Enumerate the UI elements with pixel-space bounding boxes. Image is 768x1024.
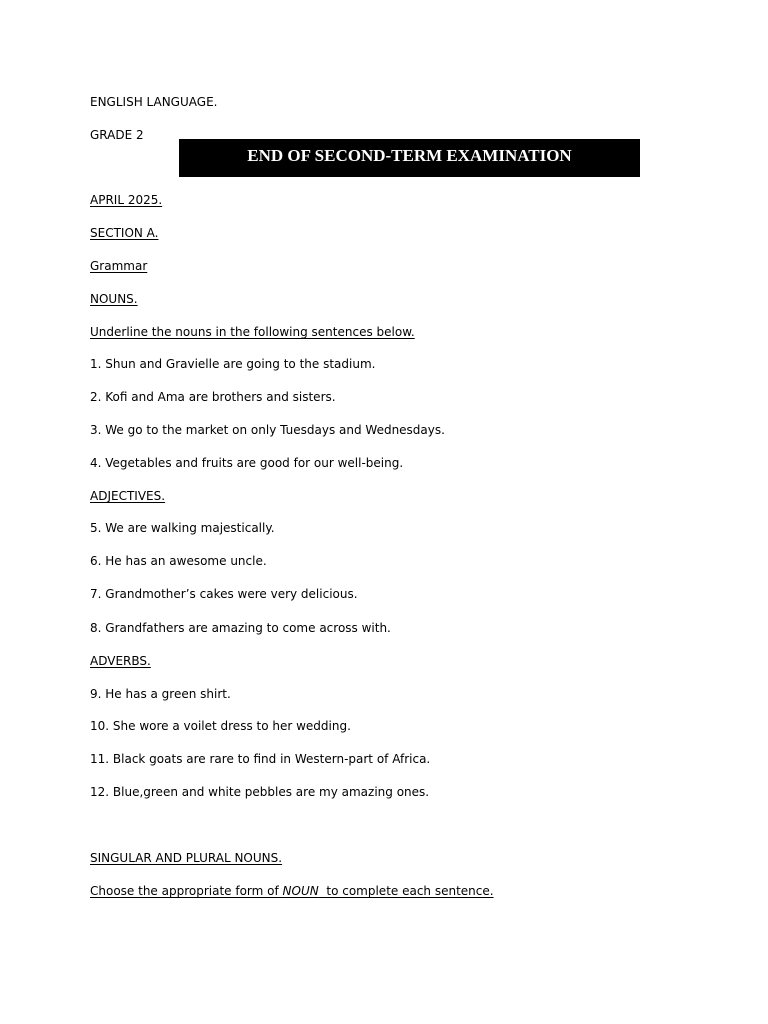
singular-plural-instruction (90, 884, 494, 899)
question-item: 8. Grandfathers are amazing to come across with. (90, 621, 391, 635)
question-item: 4. Vegetables and fruits are good for our well-being. (90, 456, 404, 470)
question-item: 6. He has an awesome uncle. (90, 554, 267, 568)
question-item: 5. We are walking majestically. (90, 521, 275, 535)
question-item: 12. Blue,green and white pebbles are my amazing ones. (90, 785, 430, 799)
exam-banner (179, 139, 640, 177)
section-title: SECTION A. (90, 226, 159, 240)
question-item: 11. Black goats are rare to find in Western-part of Africa. (90, 752, 431, 766)
question-item: 9. He has a green shirt. (90, 687, 231, 701)
question-item: 1. Shun and Gravielle are going to the stadium. (90, 357, 376, 371)
singular-plural-heading: SINGULAR AND PLURAL NOUNS. (90, 851, 283, 865)
instruction-text: to complete each sentence. (318, 884, 494, 898)
grade-label: GRADE 2 (90, 128, 144, 142)
instruction-text: Choose the appropriate form of (90, 884, 283, 898)
nouns-heading: NOUNS. (90, 292, 138, 306)
adverbs-heading: ADVERBS. (90, 654, 151, 668)
adjectives-heading: ADJECTIVES. (90, 489, 166, 503)
nouns-instruction: Underline the nouns in the following sentences below. (90, 325, 415, 339)
instruction-emphasis: NOUN (282, 884, 319, 898)
exam-date: APRIL 2025. (90, 193, 163, 207)
section-topic: Grammar (90, 259, 148, 273)
exam-banner-text: END OF SECOND-TERM EXAMINATION (247, 146, 572, 165)
question-item: 3. We go to the market on only Tuesdays and Wednesdays. (90, 423, 445, 437)
question-item: 7. Grandmother’s cakes were very delicious. (90, 587, 358, 601)
question-item: 10. She wore a voilet dress to her wedding. (90, 719, 351, 733)
subject-title: ENGLISH LANGUAGE. (90, 95, 218, 109)
question-item: 2. Kofi and Ama are brothers and sisters. (90, 390, 336, 404)
